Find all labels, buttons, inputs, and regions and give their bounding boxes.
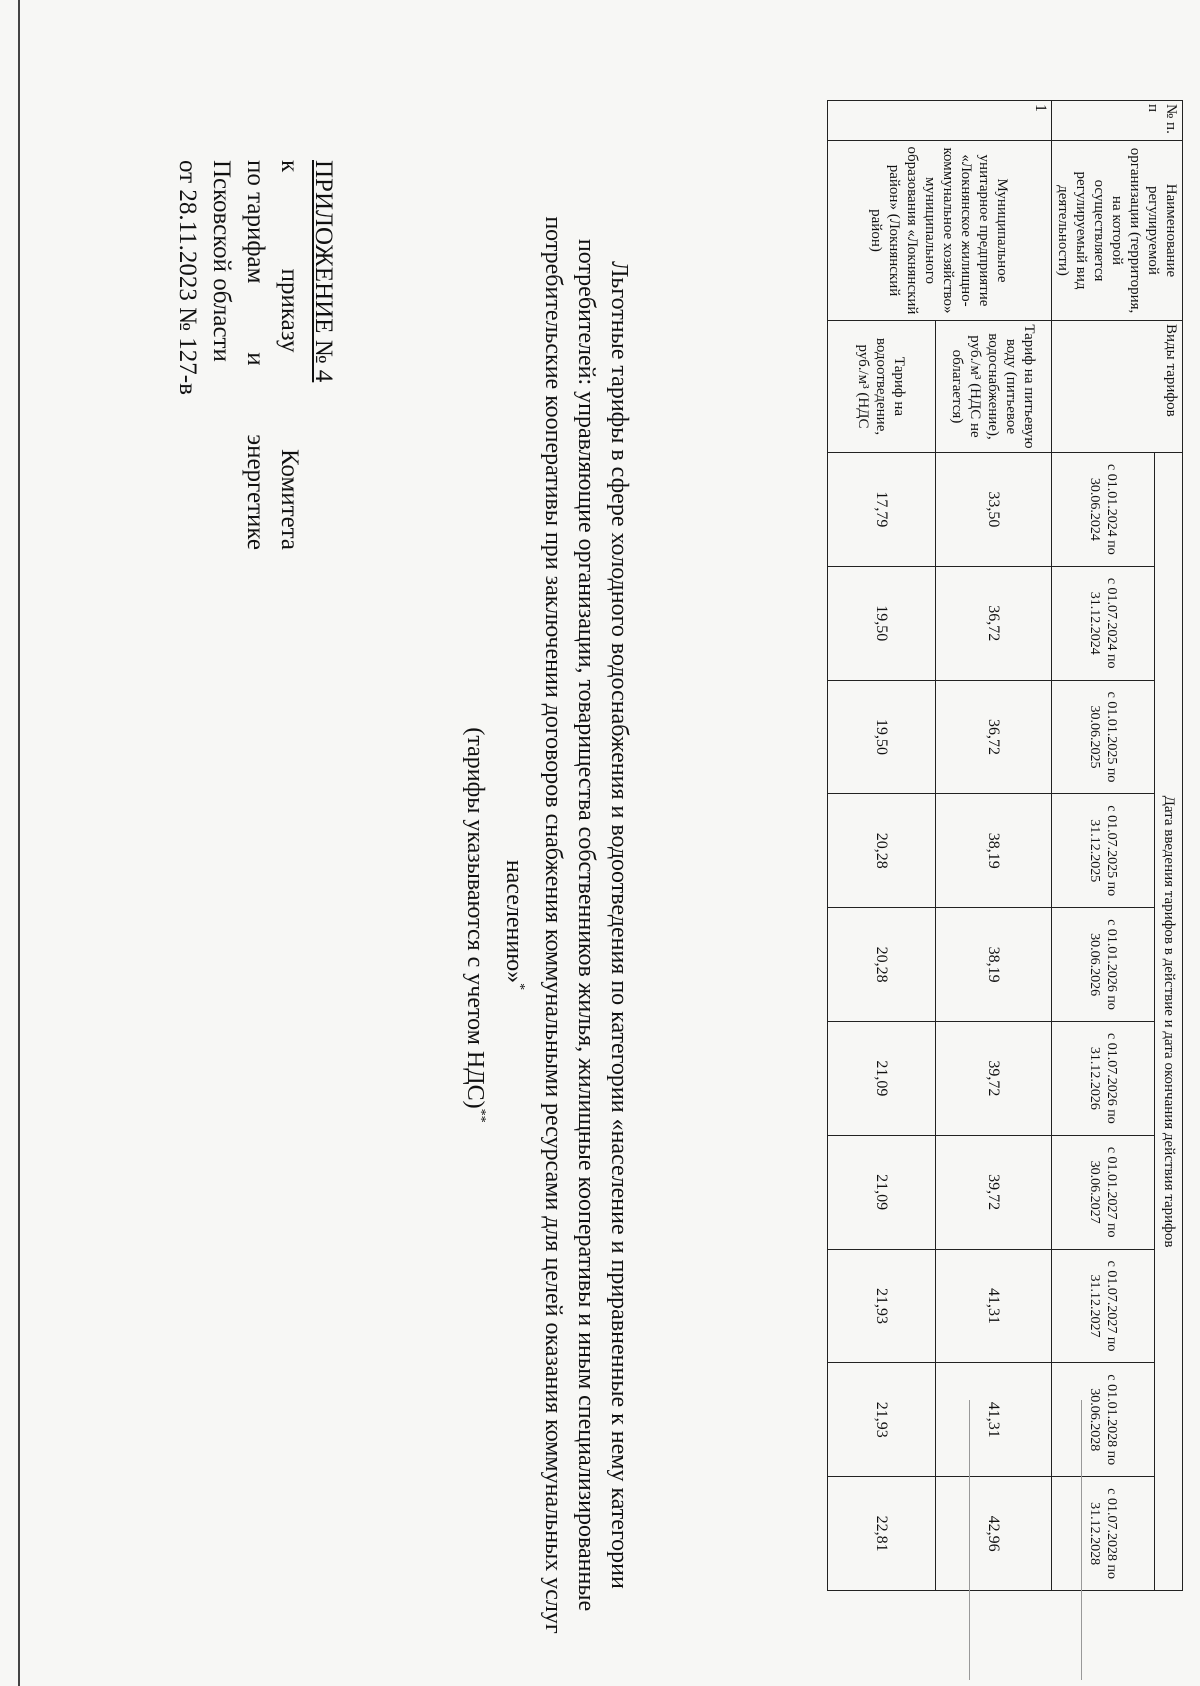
tariff-table <box>827 100 1183 1591</box>
table-header-row <box>1155 101 1183 1591</box>
value-cell: 33,50 <box>936 453 1052 567</box>
period-cell: с 01.07.2026 по 31.12.2026 <box>1052 1021 1155 1135</box>
value-cell: 36,72 <box>936 566 1052 680</box>
appendix-line-2 <box>272 160 306 550</box>
period-cell: с 01.01.2025 по 30.06.2025 <box>1052 680 1155 794</box>
value-cell: 21,93 <box>828 1363 936 1477</box>
row-number: 1 <box>828 101 1052 141</box>
value-cell: 21,09 <box>828 1135 936 1249</box>
table-row <box>936 101 1052 1591</box>
period-cell: с 01.01.2028 по 30.06.2028 <box>1052 1363 1155 1477</box>
tariff-table-wrap <box>827 100 1183 1590</box>
value-cell: 41,31 <box>936 1363 1052 1477</box>
value-cell: 38,19 <box>936 908 1052 1022</box>
organization-name: Муниципальное унитарное предприятие «Локнянское жилищно-коммунальное хозяйство» муниципального образования «Локнянский район» (Локнянский район) <box>828 141 1052 321</box>
value-cell: 20,28 <box>828 794 936 908</box>
value-cell: 21,93 <box>828 1249 936 1363</box>
period-cell: с 01.01.2026 по 30.06.2026 <box>1052 908 1155 1022</box>
heading-vat-note: (тарифы указываются с учетом НДС) <box>462 727 488 1109</box>
value-cell: 22,81 <box>828 1477 936 1591</box>
period-cell: с 01.07.2028 по 31.12.2028 <box>1052 1477 1155 1591</box>
appendix-word: приказу <box>276 268 303 353</box>
tariff-kind-water: Тариф на питьевую воду (питьевое водоснабжение), руб./м³ (НДС не облагается) <box>936 321 1052 453</box>
appendix-line-3 <box>238 160 272 550</box>
header-tariff-kind: Виды тарифов <box>1052 321 1183 453</box>
value-cell: 39,72 <box>936 1135 1052 1249</box>
heading-text: Льготные тарифы в сфере холодного водоснабжения и водоотведения по категории «население и приравненные к нему категории потребителей: управляющие организации, товарищества собственников жилья, жилищные кооперативы и иным специализированные потребительские кооперативы при заключении договоров снабжения коммунальными ресурсами для целей оказания коммунальных услуг населению» <box>501 216 632 1634</box>
value-cell: 21,09 <box>828 1021 936 1135</box>
value-cell: 39,72 <box>936 1021 1052 1135</box>
scan-artifact-line <box>969 1400 970 1680</box>
appendix-line-4: Псковской области <box>208 160 235 362</box>
period-cell: с 01.01.2024 по 30.06.2024 <box>1052 453 1155 567</box>
value-cell: 38,19 <box>936 794 1052 908</box>
appendix-word: к <box>276 160 303 173</box>
header-dates: Дата введения тарифов в действие и дата окончания действия тарифов <box>1155 453 1183 1591</box>
appendix-title: ПРИЛОЖЕНИЕ № 4 <box>310 160 337 383</box>
table-row <box>828 101 936 1591</box>
header-organization: Наименование регулируемой организации (территория, на которой осуществляется регулируемый вид деятельности) <box>1052 141 1183 321</box>
value-cell: 17,79 <box>828 453 936 567</box>
period-cell: с 01.07.2024 по 31.12.2024 <box>1052 566 1155 680</box>
scan-artifact-line <box>1081 1400 1082 1680</box>
header-number: № п. п <box>1052 101 1183 141</box>
tariff-kind-sewerage: Тариф на водоотведение, руб./м³ (НДС <box>828 321 936 453</box>
value-cell: 20,28 <box>828 908 936 1022</box>
period-cell: с 01.07.2027 по 31.12.2027 <box>1052 1249 1155 1363</box>
appendix-word: по тарифам <box>242 160 269 284</box>
period-cell: с 01.07.2025 по 31.12.2025 <box>1052 794 1155 908</box>
period-cell: с 01.01.2027 по 30.06.2027 <box>1052 1135 1155 1249</box>
value-cell: 19,50 <box>828 566 936 680</box>
appendix-line-5: от 28.11.2023 № 127-в <box>174 160 201 395</box>
heading-footnote-mark: * <box>512 983 527 991</box>
value-cell: 36,72 <box>936 680 1052 794</box>
document-heading <box>458 190 635 1660</box>
heading-footnote-mark-2: ** <box>473 1108 488 1123</box>
value-cell: 41,31 <box>936 1249 1052 1363</box>
appendix-block <box>170 160 340 550</box>
appendix-word: энергетике <box>242 434 269 550</box>
value-cell: 42,96 <box>936 1477 1052 1591</box>
appendix-word: и <box>242 352 269 366</box>
value-cell: 19,50 <box>828 680 936 794</box>
appendix-word: Комитета <box>276 448 303 550</box>
